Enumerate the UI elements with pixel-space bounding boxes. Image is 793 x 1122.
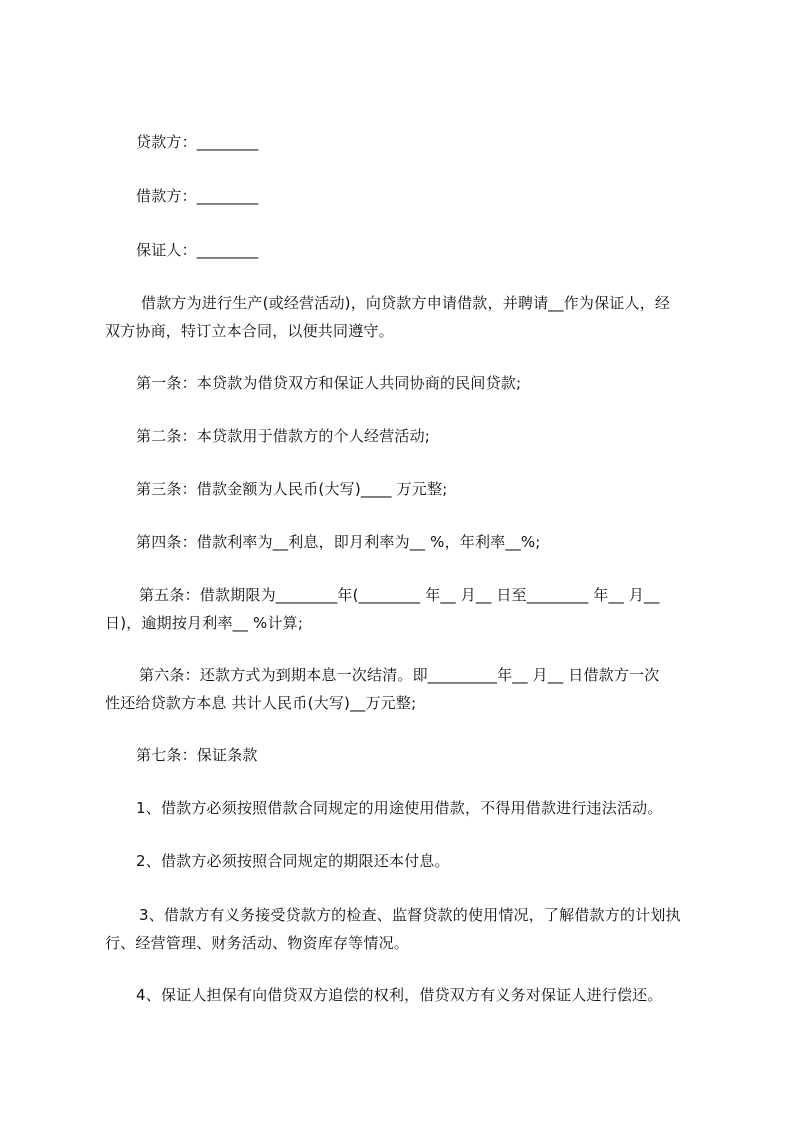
article-5-line-1: 第五条：借款期限为________年(________ 年__ 月__ 日至________ 年__ 月__	[139, 586, 660, 604]
article-2: 第二条：本贷款用于借款方的个人经营活动;	[136, 427, 431, 445]
article-3: 第三条：借款金额为人民币(大写)____ 万元整;	[136, 480, 448, 498]
article-4: 第四条：借款利率为__利息，即月利率为__ %，年利率__%;	[136, 533, 541, 551]
clause-1: 1、借款方必须按照借款合同规定的用途使用借款，不得用借款进行违法活动。	[136, 799, 663, 817]
article-6-line-2: 性还给贷款方本息 共计人民币(大写)__万元整;	[105, 694, 417, 712]
clause-3-line-1: 3、借款方有义务接受贷款方的检查、监督贷款的使用情况，了解借款方的计划执	[139, 906, 681, 924]
clause-4: 4、保证人担保有向借贷双方追偿的权利，借贷双方有义务对保证人进行偿还。	[136, 986, 663, 1004]
clause-2: 2、借款方必须按照合同规定的期限还本付息。	[136, 852, 450, 870]
article-1: 第一条：本贷款为借贷双方和保证人共同协商的民间贷款;	[136, 374, 522, 392]
clause-3-line-2: 行、经营管理、财务活动、物资库存等情况。	[105, 934, 410, 952]
intro-line-2: 双方协商，特订立本合同，以便共同遵守。	[105, 322, 394, 340]
article-5-line-2: 日)，逾期按月利率__ %计算;	[105, 614, 304, 632]
intro-line-1: 借款方为进行生产(或经营活动)，向贷款方申请借款，并聘请__作为保证人，经	[141, 294, 671, 312]
lender-line: 贷款方：________	[136, 133, 259, 151]
borrower-line: 借款方：________	[136, 187, 259, 205]
article-6-line-1: 第六条：还款方式为到期本息一次结清。即_________年__ 月__ 日借款方一次	[139, 666, 660, 684]
guarantor-line: 保证人：________	[136, 241, 259, 259]
article-7: 第七条：保证条款	[136, 746, 258, 764]
